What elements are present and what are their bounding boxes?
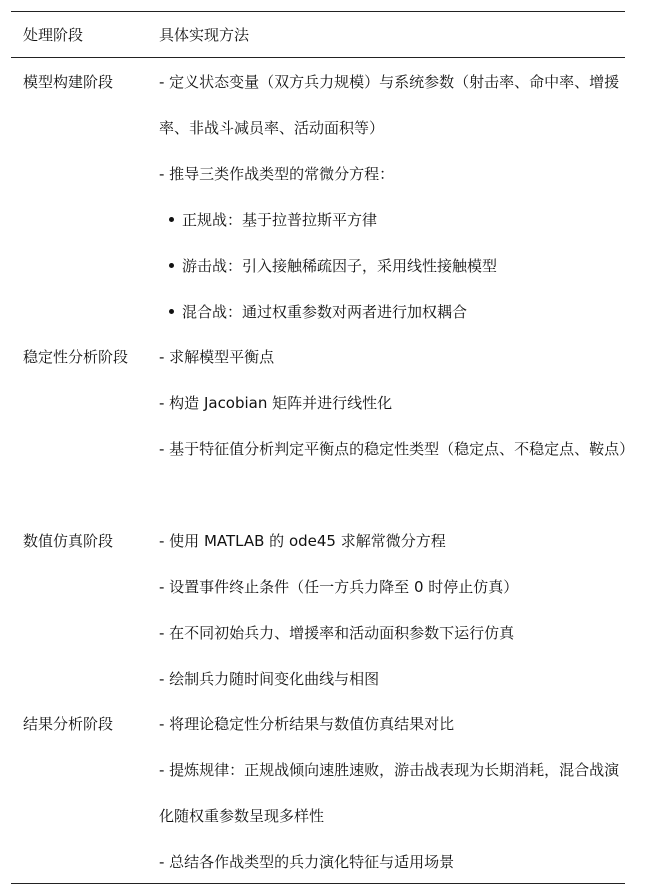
table-bottom-rule [11, 883, 625, 884]
table-top-rule [11, 11, 625, 12]
method-item: - 将理论稳定性分析结果与数值仿真结果对比 [159, 715, 455, 733]
method-item: - 使用 MATLAB 的 ode45 求解常微分方程 [159, 532, 446, 550]
bullet-text: 混合战：通过权重参数对两者进行加权耦合 [182, 303, 468, 321]
header-stage: 处理阶段 [23, 26, 84, 44]
bullet-text: 游击战：引入接触稀疏因子，采用线性接触模型 [182, 257, 498, 275]
method-item: - 绘制兵力随时间变化曲线与相图 [159, 670, 380, 688]
stage-result-analysis: 结果分析阶段 [23, 715, 114, 733]
method-item: - 基于特征值分析判定平衡点的稳定性类型（稳定点、不稳定点、鞍点） [159, 440, 635, 458]
method-item: - 定义状态变量（双方兵力规模）与系统参数（射击率、命中率、增援率、非战斗减员率、活动面积等） [159, 73, 620, 137]
bullet-text: 正规战：基于拉普拉斯平方律 [182, 211, 378, 229]
header-method: 具体实现方法 [159, 26, 250, 44]
bullet-item [169, 300, 467, 324]
method-item: - 推导三类作战类型的常微分方程： [159, 165, 395, 183]
table-header-rule [11, 57, 625, 58]
method-item: - 总结各作战类型的兵力演化特征与适用场景 [159, 853, 455, 871]
method-item: - 在不同初始兵力、增援率和活动面积参数下运行仿真 [159, 624, 515, 642]
method-item: - 提炼规律：正规战倾向速胜速败，游击战表现为长期消耗，混合战演化随权重参数呈现多样性 [159, 761, 620, 825]
bullet-icon [169, 263, 174, 268]
stage-stability-analysis: 稳定性分析阶段 [23, 348, 129, 366]
method-item: - 构造 Jacobian 矩阵并进行线性化 [159, 394, 393, 412]
bullet-icon [169, 217, 174, 222]
stage-model-building: 模型构建阶段 [23, 73, 114, 91]
stage-numerical-simulation: 数值仿真阶段 [23, 532, 114, 550]
method-item: - 设置事件终止条件（任一方兵力降至 0 时停止仿真） [159, 578, 519, 596]
bullet-item [169, 208, 377, 232]
method-item: - 求解模型平衡点 [159, 348, 275, 366]
bullet-item [169, 254, 497, 278]
bullet-icon [169, 309, 174, 314]
